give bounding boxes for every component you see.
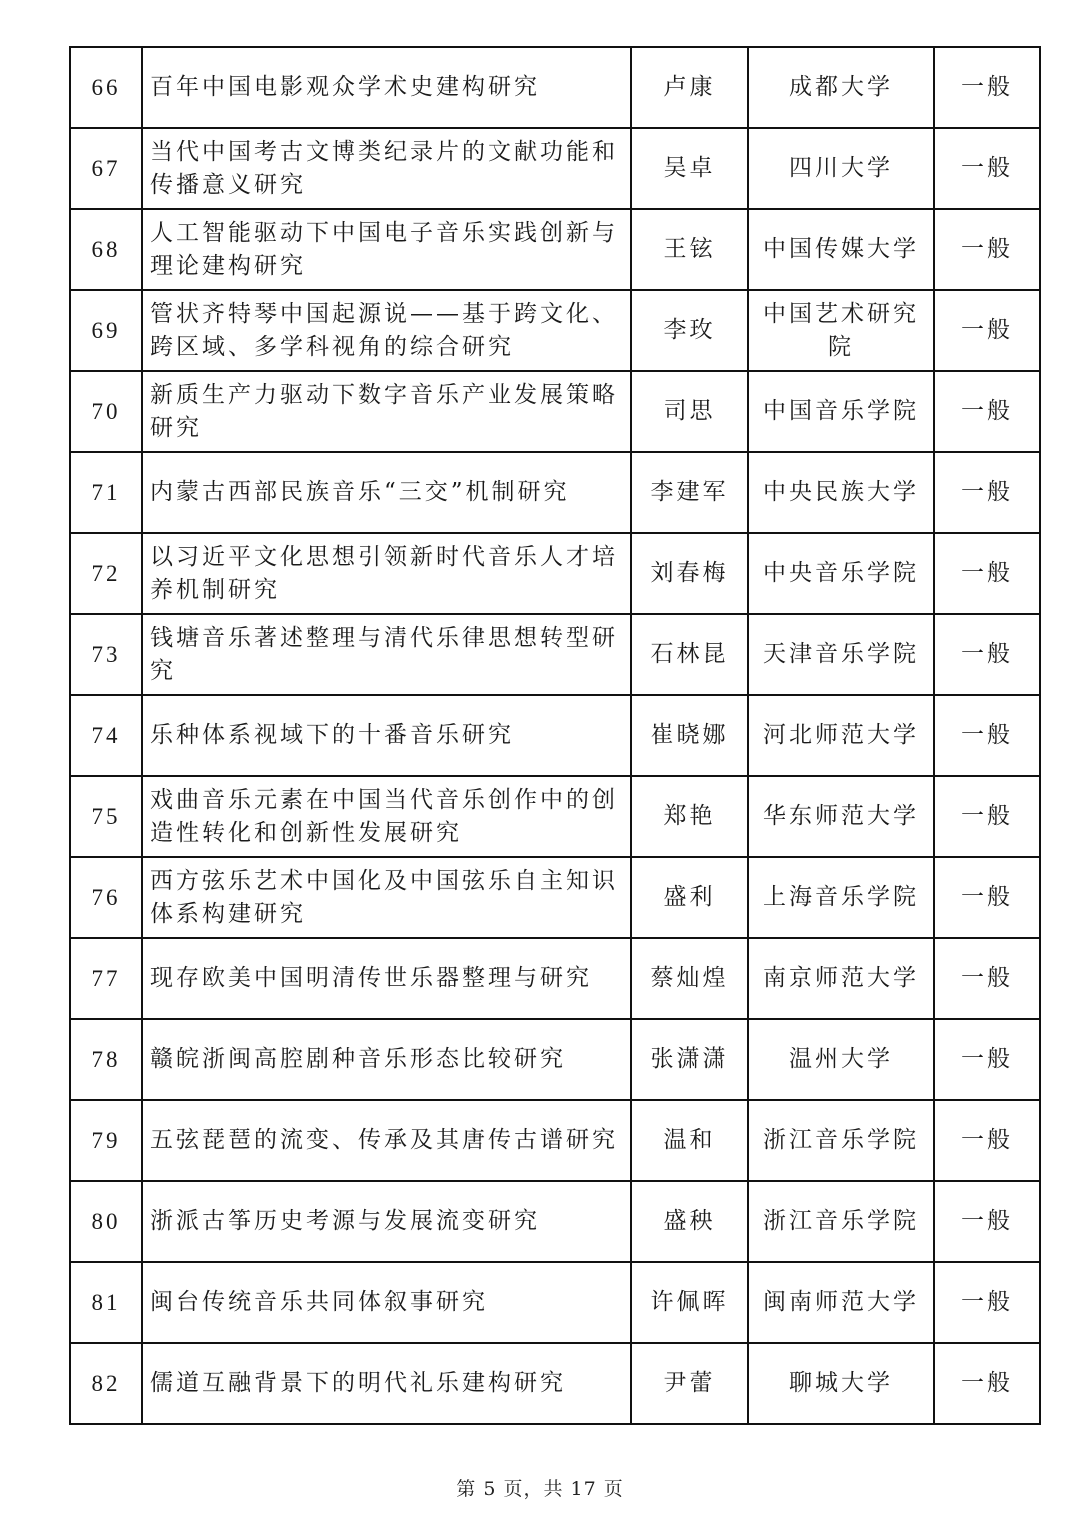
row-number: 67 (70, 128, 142, 209)
project-title: 浙派古筝历史考源与发展流变研究 (142, 1181, 631, 1262)
principal-investigator: 吴卓 (631, 128, 748, 209)
row-number: 71 (70, 452, 142, 533)
project-category: 一般 (934, 452, 1040, 533)
project-category: 一般 (934, 128, 1040, 209)
principal-investigator: 王铉 (631, 209, 748, 290)
row-number: 69 (70, 290, 142, 371)
row-number: 73 (70, 614, 142, 695)
institution: 浙江音乐学院 (748, 1100, 934, 1181)
principal-investigator: 司思 (631, 371, 748, 452)
row-number: 77 (70, 938, 142, 1019)
table-row (70, 452, 1040, 533)
project-title: 现存欧美中国明清传世乐器整理与研究 (142, 938, 631, 1019)
principal-investigator: 盛秧 (631, 1181, 748, 1262)
project-category: 一般 (934, 938, 1040, 1019)
page-footer: 第 5 页，共 17 页 (456, 1478, 624, 1500)
project-title: 儒道互融背景下的明代礼乐建构研究 (142, 1343, 631, 1424)
row-number: 80 (70, 1181, 142, 1262)
table-row (70, 614, 1040, 695)
institution: 中国艺术研究院 (748, 290, 934, 371)
table-row (70, 1100, 1040, 1181)
principal-investigator: 张潇潇 (631, 1019, 748, 1100)
institution: 中央民族大学 (748, 452, 934, 533)
institution: 南京师范大学 (748, 938, 934, 1019)
table-row (70, 776, 1040, 857)
project-category: 一般 (934, 857, 1040, 938)
table-row (70, 290, 1040, 371)
table-row (70, 938, 1040, 1019)
principal-investigator: 李玫 (631, 290, 748, 371)
institution: 温州大学 (748, 1019, 934, 1100)
table-row (70, 1181, 1040, 1262)
institution: 成都大学 (748, 47, 934, 128)
table-row (70, 533, 1040, 614)
table-row (70, 1019, 1040, 1100)
institution: 河北师范大学 (748, 695, 934, 776)
table-row (70, 128, 1040, 209)
principal-investigator: 石林昆 (631, 614, 748, 695)
project-list-table (69, 46, 1041, 1425)
project-title: 五弦琵琶的流变、传承及其唐传古谱研究 (142, 1100, 631, 1181)
institution: 天津音乐学院 (748, 614, 934, 695)
institution: 聊城大学 (748, 1343, 934, 1424)
institution: 中国传媒大学 (748, 209, 934, 290)
institution: 浙江音乐学院 (748, 1181, 934, 1262)
principal-investigator: 许佩晖 (631, 1262, 748, 1343)
project-category: 一般 (934, 47, 1040, 128)
project-title: 乐种体系视域下的十番音乐研究 (142, 695, 631, 776)
project-category: 一般 (934, 695, 1040, 776)
institution: 中央音乐学院 (748, 533, 934, 614)
project-title: 戏曲音乐元素在中国当代音乐创作中的创造性转化和创新性发展研究 (142, 776, 631, 857)
institution: 上海音乐学院 (748, 857, 934, 938)
row-number: 76 (70, 857, 142, 938)
project-title: 赣皖浙闽高腔剧种音乐形态比较研究 (142, 1019, 631, 1100)
principal-investigator: 刘春梅 (631, 533, 748, 614)
table-row (70, 1343, 1040, 1424)
row-number: 72 (70, 533, 142, 614)
principal-investigator: 尹蕾 (631, 1343, 748, 1424)
table-row (70, 371, 1040, 452)
project-category: 一般 (934, 1343, 1040, 1424)
project-category: 一般 (934, 614, 1040, 695)
principal-investigator: 蔡灿煌 (631, 938, 748, 1019)
project-category: 一般 (934, 1100, 1040, 1181)
row-number: 82 (70, 1343, 142, 1424)
project-title: 闽台传统音乐共同体叙事研究 (142, 1262, 631, 1343)
project-title: 百年中国电影观众学术史建构研究 (142, 47, 631, 128)
institution: 中国音乐学院 (748, 371, 934, 452)
row-number: 70 (70, 371, 142, 452)
row-number: 66 (70, 47, 142, 128)
institution: 闽南师范大学 (748, 1262, 934, 1343)
principal-investigator: 郑艳 (631, 776, 748, 857)
table-row (70, 695, 1040, 776)
project-title: 以习近平文化思想引领新时代音乐人才培养机制研究 (142, 533, 631, 614)
table-row (70, 47, 1040, 128)
row-number: 78 (70, 1019, 142, 1100)
project-category: 一般 (934, 1262, 1040, 1343)
project-category: 一般 (934, 776, 1040, 857)
row-number: 81 (70, 1262, 142, 1343)
table-row (70, 857, 1040, 938)
institution: 四川大学 (748, 128, 934, 209)
row-number: 75 (70, 776, 142, 857)
principal-investigator: 温和 (631, 1100, 748, 1181)
project-title: 内蒙古西部民族音乐“三交”机制研究 (142, 452, 631, 533)
project-category: 一般 (934, 371, 1040, 452)
table-row (70, 1262, 1040, 1343)
project-title: 新质生产力驱动下数字音乐产业发展策略研究 (142, 371, 631, 452)
institution: 华东师范大学 (748, 776, 934, 857)
project-title: 人工智能驱动下中国电子音乐实践创新与理论建构研究 (142, 209, 631, 290)
project-category: 一般 (934, 1181, 1040, 1262)
project-category: 一般 (934, 533, 1040, 614)
row-number: 79 (70, 1100, 142, 1181)
row-number: 74 (70, 695, 142, 776)
table-body (70, 47, 1040, 1424)
project-title: 当代中国考古文博类纪录片的文献功能和传播意义研究 (142, 128, 631, 209)
principal-investigator: 崔晓娜 (631, 695, 748, 776)
project-category: 一般 (934, 209, 1040, 290)
principal-investigator: 盛利 (631, 857, 748, 938)
project-title: 钱塘音乐著述整理与清代乐律思想转型研究 (142, 614, 631, 695)
project-category: 一般 (934, 1019, 1040, 1100)
table-row (70, 209, 1040, 290)
principal-investigator: 卢康 (631, 47, 748, 128)
project-title: 管状齐特琴中国起源说——基于跨文化、跨区域、多学科视角的综合研究 (142, 290, 631, 371)
principal-investigator: 李建军 (631, 452, 748, 533)
row-number: 68 (70, 209, 142, 290)
project-category: 一般 (934, 290, 1040, 371)
project-title: 西方弦乐艺术中国化及中国弦乐自主知识体系构建研究 (142, 857, 631, 938)
